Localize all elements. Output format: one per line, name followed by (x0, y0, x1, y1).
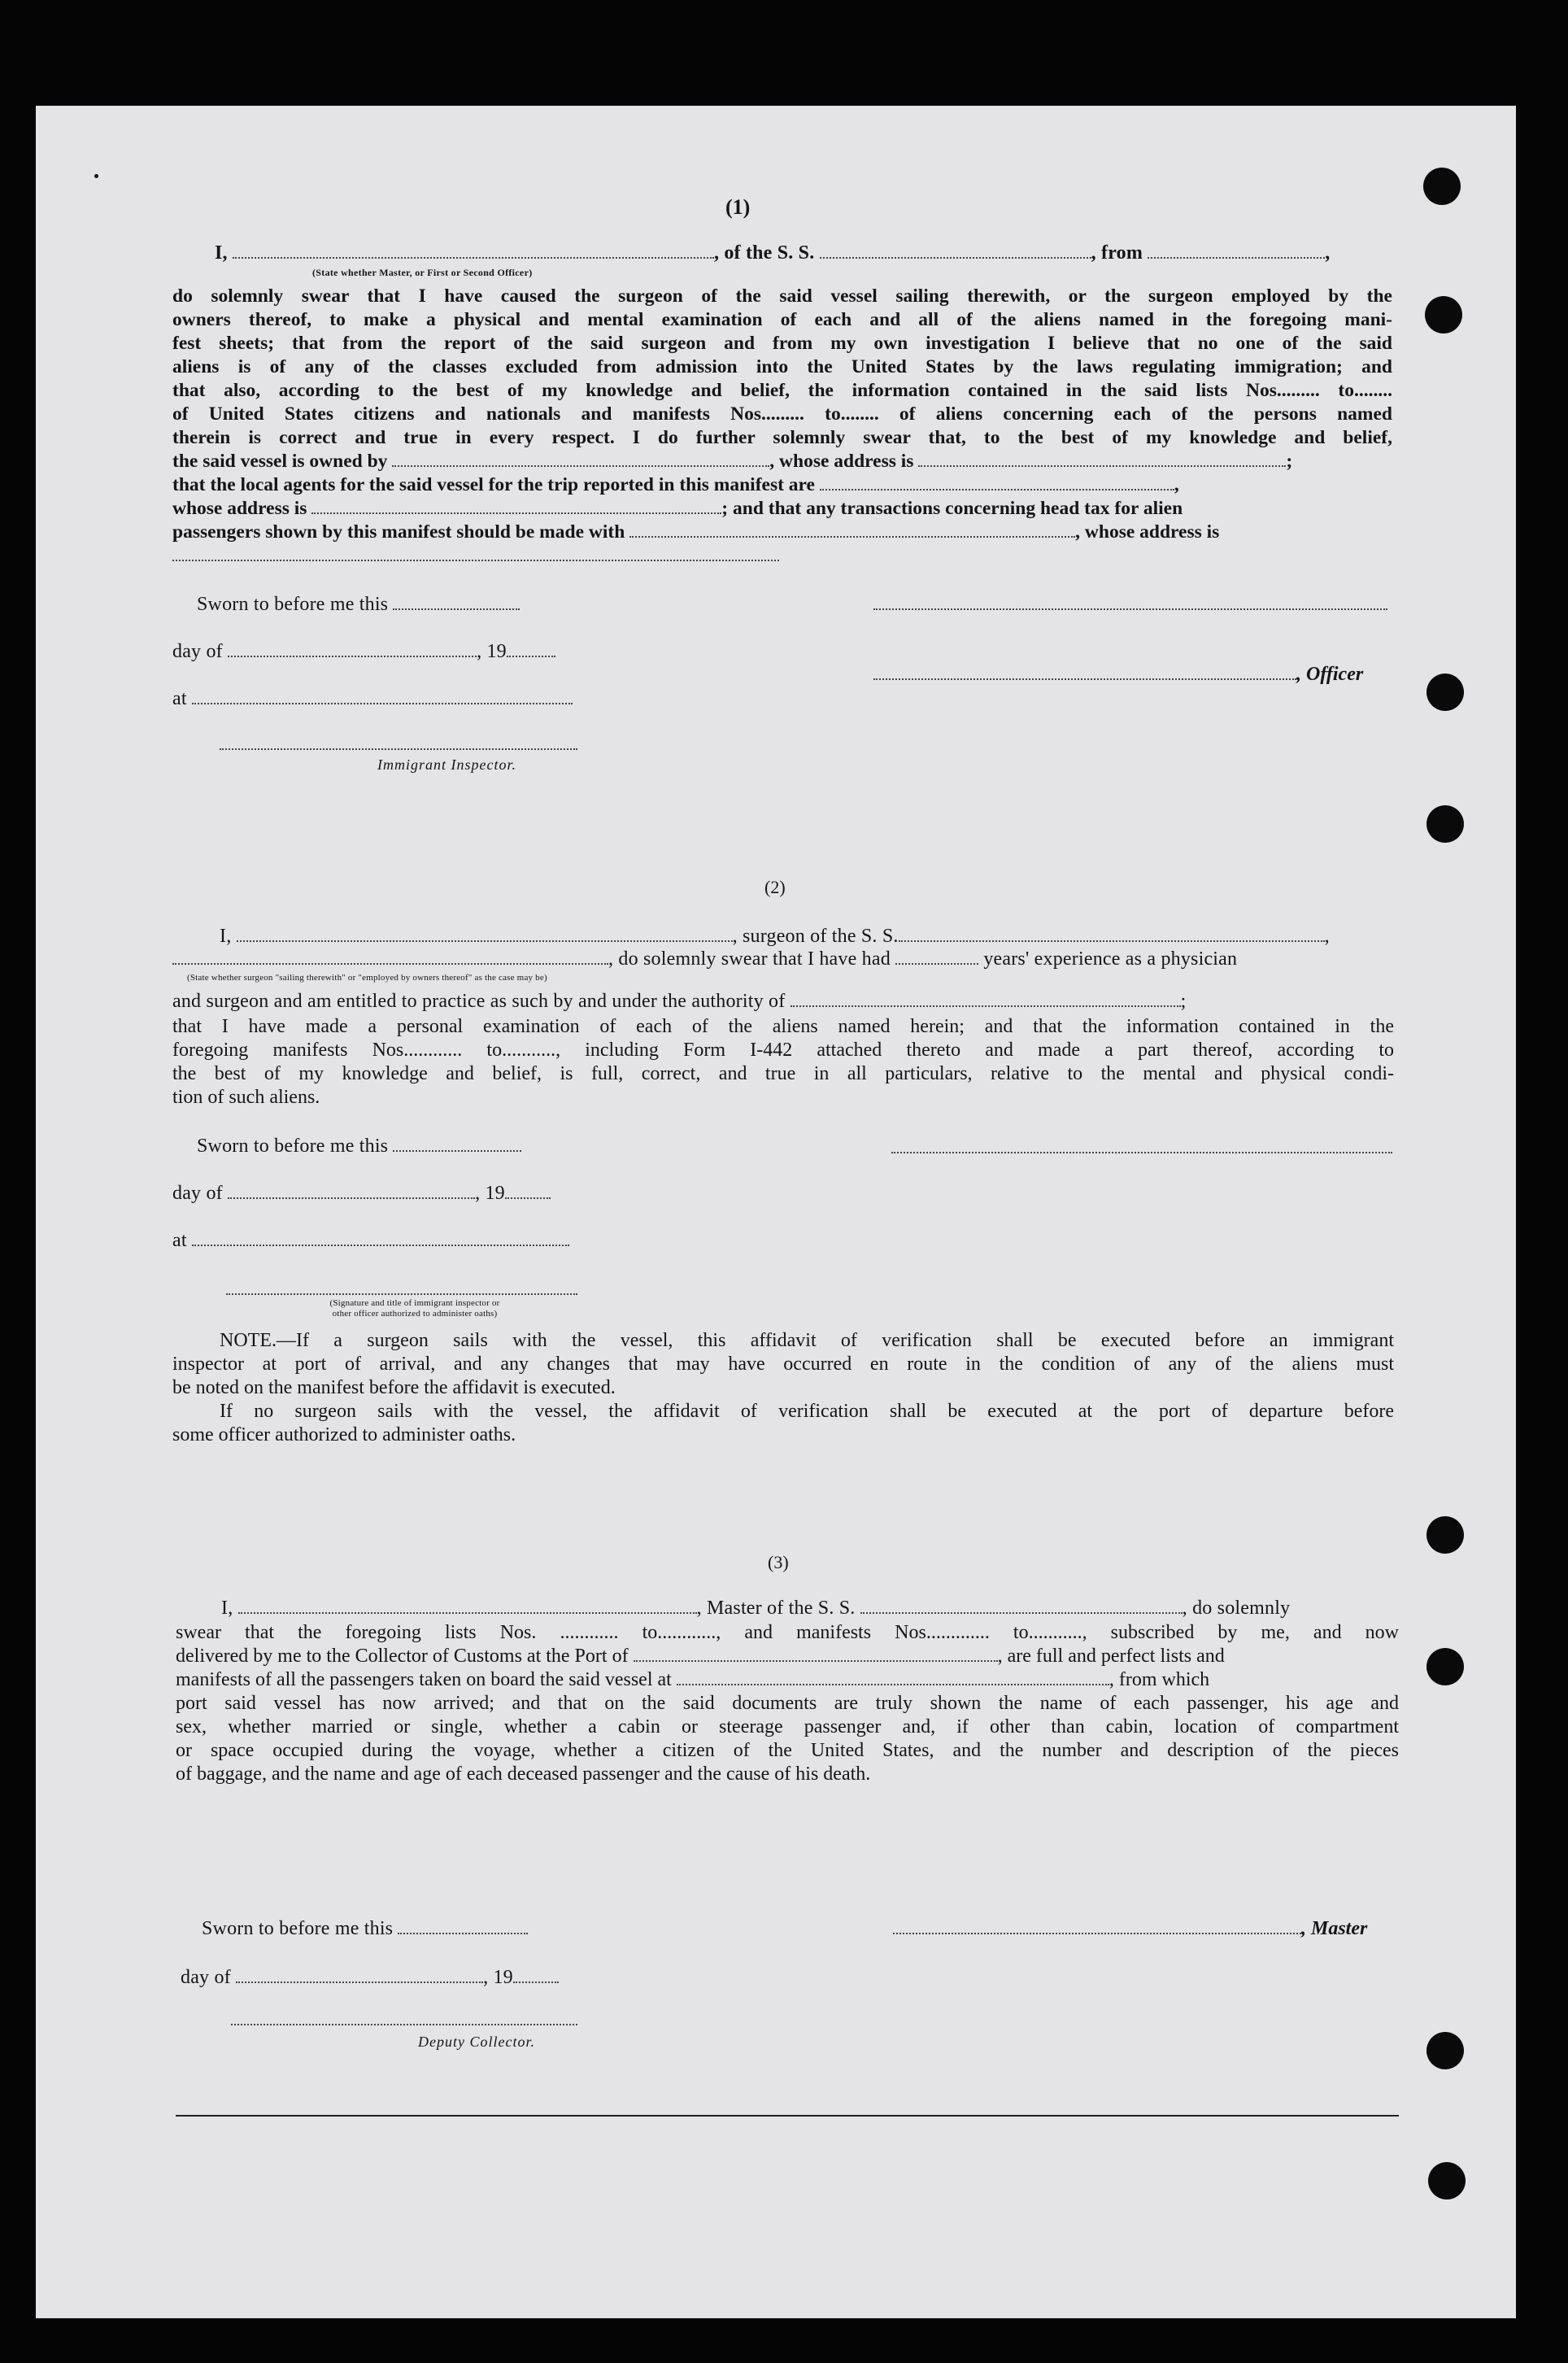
embark-port-blank[interactable] (677, 1669, 1109, 1685)
para-line: or space occupied during the voyage, whether a citizen of the United States, and the number and description of the pieces (176, 1740, 1399, 1761)
head-tax-text: ; and that any transactions concerning head tax for alien (721, 498, 1183, 519)
head-tax-address-blank[interactable] (172, 545, 779, 561)
at-text: at (172, 688, 187, 709)
manifest-verification-page (36, 106, 1516, 2318)
years-blank[interactable] (895, 948, 978, 965)
punct: , (1174, 474, 1179, 495)
bottom-rule (176, 2115, 1399, 2117)
inspector-signature-line[interactable] (220, 747, 577, 750)
punct: , (1325, 242, 1331, 264)
surgeon-hint: (State whether surgeon "sailing therewith" or "employed by owners thereof" as the case may be) (187, 973, 547, 983)
owner-blank[interactable] (392, 451, 769, 467)
from-which-text: , from which (1108, 1669, 1210, 1690)
para-line: port said vessel has now arrived; and that on the said documents are truly shown the name of each passenger, his age and (176, 1693, 1399, 1714)
section-1-paragraph (172, 285, 1392, 568)
sworn-day-blank[interactable] (393, 594, 520, 610)
officer-signature-line[interactable] (873, 607, 1387, 610)
agents-line (172, 473, 1392, 497)
inspector-label: Immigrant Inspector. (377, 756, 516, 773)
section-1-line-1 (172, 242, 1394, 264)
para-line: tion of such aliens. (172, 1087, 320, 1108)
para-line: the best of my knowledge and belief, is full, correct, and true in all particulars, relative to the mental and physical condi- (172, 1063, 1394, 1084)
day-of-text: day of (172, 641, 223, 662)
section-3-number: (3) (768, 1552, 789, 1572)
year-blank[interactable] (513, 1967, 559, 1983)
owned-address-text: , whose address is (769, 451, 914, 472)
text-i: I, (215, 242, 228, 264)
section-1-number: (1) (725, 195, 751, 219)
year-blank[interactable] (507, 641, 555, 657)
master-of-text: , Master of the S. S. (696, 1598, 856, 1619)
note-line: NOTE.—If a surgeon sails with the vessel, this affidavit of verification shall be executed before an immigrant (220, 1330, 1394, 1351)
sworn-text: Sworn to before me this (197, 594, 389, 615)
para-line: foregoing manifests Nos............ to..........., including Form I-442 attached thereto and made a part thereof, according to (172, 1040, 1394, 1061)
passengers-text: passengers shown by this manifest should be made with (172, 521, 625, 543)
officer-name-blank[interactable] (233, 242, 714, 259)
solemnly-text: , do solemnly (1182, 1598, 1291, 1619)
punch-hole (1426, 1516, 1464, 1554)
owner-address-blank[interactable] (918, 451, 1286, 467)
punch-hole (1426, 1648, 1464, 1685)
sworn-text: Sworn to before me this (197, 1136, 389, 1157)
delivered-line (176, 1645, 1399, 1668)
owned-line (172, 450, 1392, 473)
punch-hole (1428, 2162, 1466, 2200)
year-prefix: , 19 (477, 641, 507, 662)
day-of-line-3 (181, 1967, 1402, 1989)
year-prefix: , 19 (475, 1183, 505, 1204)
day-of-text: day of (172, 1183, 223, 1204)
passengers-line (172, 521, 1392, 544)
collector-label: Deputy Collector. (418, 2034, 535, 2050)
para-line: of United States citizens and nationals and manifests Nos......... to........ of aliens concerning each of the persons named (172, 403, 1392, 425)
hint-line: (Signature and title of immigrant inspector or (329, 1298, 500, 1308)
month-blank[interactable] (228, 641, 477, 657)
surgeon-status-blank[interactable] (172, 948, 608, 965)
authority-text: and surgeon and am entitled to practice as such by and under the authority of (172, 991, 786, 1012)
section-2-line-2 (172, 948, 1394, 970)
officer-sign-row (873, 664, 1363, 686)
para-line: fest sheets; that from the report of the said surgeon and from my own investigation I believe that no one of the said (172, 333, 1392, 354)
whose-text: whose address is (172, 498, 307, 519)
speck (94, 174, 98, 178)
para-line: owners thereof, to make a physical and mental examination of each and all of the aliens named in the foregoing mani- (172, 309, 1392, 330)
master-label: , Master (1301, 1918, 1368, 1939)
para-line: that I have made a personal examination of each of the aliens named herein; and that the information contained in the (172, 1016, 1394, 1037)
collector-signature-line[interactable] (231, 2022, 577, 2025)
punct: ; (1180, 991, 1187, 1012)
whose-address-line (172, 497, 1392, 521)
note-line: be noted on the manifest before the affidavit is executed. (172, 1377, 616, 1398)
vessel-name-blank[interactable] (820, 242, 1091, 259)
surgeon-signature-line[interactable] (891, 1150, 1392, 1153)
inspector-signature-line[interactable] (226, 1292, 577, 1295)
hint-line: other officer authorized to administer oaths) (332, 1309, 498, 1319)
perfect-text: , are full and perfect lists and (997, 1646, 1225, 1667)
section-2-number: (2) (764, 877, 786, 897)
para-line: sex, whether married or single, whether a cabin or steerage passenger and, if other than cabin, location of compartment (176, 1716, 1399, 1737)
para-line: swear that the foregoing lists Nos. ............ to............, and manifests Nos............. to..........., subscribed by me, and now (176, 1622, 1399, 1643)
signature-hint (244, 1298, 586, 1319)
swear-text: , do solemnly swear that I have had (608, 948, 891, 970)
place-blank[interactable] (192, 1230, 569, 1246)
agents-text: that the local agents for the said vessel for the trip reported in this manifest are (172, 474, 815, 495)
years-text: years' experience as a physician (983, 948, 1238, 970)
para-line: do solemnly swear that I have caused the surgeon of the said vessel sailing therewith, or the surgeon employed by the (172, 286, 1392, 307)
officer-title-blank[interactable] (873, 664, 1296, 680)
year-blank[interactable] (505, 1183, 551, 1199)
from-port-blank[interactable] (1148, 242, 1325, 259)
note-line: some officer authorized to administer oaths. (172, 1424, 516, 1445)
vessel-name-blank[interactable] (860, 1598, 1183, 1614)
punch-hole (1423, 168, 1461, 205)
text-of-ss: , of the S. S. (713, 242, 815, 264)
section-2-paragraph (172, 1015, 1394, 1110)
officer-label: , Officer (1296, 664, 1364, 685)
para-line: that also, according to the best of my knowledge and belief, the information contained in the said lists Nos......... to........ (172, 380, 1392, 401)
master-name-blank[interactable] (238, 1598, 697, 1614)
section-2-line-1 (172, 926, 1394, 948)
sworn-line-2 (197, 1136, 1418, 1158)
section-3-line-1 (176, 1598, 1397, 1620)
at-line-1 (172, 688, 1394, 710)
para-line: therein is correct and true in every respect. I do further solemnly swear that, to the best of my knowledge and belief, (172, 427, 1392, 448)
day-of-line-2 (172, 1183, 1394, 1205)
sworn-day-blank[interactable] (393, 1136, 521, 1152)
authority-line (172, 991, 1394, 1013)
para-line: aliens is of any of the classes excluded from admission into the United States by the laws regulating immigration; and (172, 356, 1392, 377)
sworn-day-blank[interactable] (398, 1918, 528, 1934)
at-text: at (172, 1230, 187, 1251)
owned-text: the said vessel is owned by (172, 451, 388, 472)
agents-blank[interactable] (820, 474, 1174, 490)
day-of-text: day of (181, 1967, 231, 1988)
master-sign-row (893, 1918, 1367, 1940)
day-of-line-1 (172, 641, 1394, 663)
port-blank[interactable] (634, 1646, 998, 1662)
punct: , (1324, 926, 1330, 947)
sworn-text: Sworn to before me this (202, 1918, 394, 1939)
vessel-name-blank[interactable] (899, 926, 1325, 942)
note-line: If no surgeon sails with the vessel, the affidavit of verification shall be executed at the port of departure before (220, 1401, 1394, 1422)
section-3-paragraph (176, 1621, 1399, 1786)
note-paragraph (172, 1329, 1394, 1447)
authority-blank[interactable] (791, 991, 1181, 1007)
punct: ; (1286, 451, 1293, 472)
manifests-text: manifests of all the passengers taken on board the said vessel at (176, 1669, 672, 1690)
punch-hole (1426, 674, 1464, 711)
punch-hole (1426, 805, 1464, 843)
punch-hole (1425, 296, 1462, 334)
sworn-line-1 (197, 594, 1418, 616)
master-signature-blank[interactable] (893, 1918, 1301, 1934)
text-i: I, (221, 1598, 233, 1619)
punch-hole (1426, 2032, 1464, 2069)
month-blank[interactable] (228, 1183, 475, 1199)
agents-address-blank[interactable] (311, 498, 721, 514)
surgeon-of-text: , surgeon of the S. S. (732, 926, 899, 947)
note-line: inspector at port of arrival, and any changes that may have occurred en route in the condition of any of the aliens must (172, 1354, 1394, 1375)
head-tax-party-blank[interactable] (629, 521, 1075, 538)
delivered-text: delivered by me to the Collector of Customs at the Port of (176, 1646, 629, 1667)
year-prefix: , 19 (483, 1967, 513, 1988)
text-i: I, (220, 926, 232, 947)
text-from: , from (1091, 242, 1143, 264)
officer-hint: (State whether Master, or First or Second Officer) (312, 267, 533, 278)
at-line-2 (172, 1230, 1394, 1252)
place-blank[interactable] (192, 688, 573, 704)
para-line: of baggage, and the name and age of each deceased passenger and the cause of his death. (176, 1764, 871, 1785)
whose-address-text: , whose address is (1075, 521, 1220, 543)
surgeon-name-blank[interactable] (237, 926, 733, 942)
month-blank[interactable] (236, 1967, 483, 1983)
manifests-line (176, 1668, 1399, 1692)
